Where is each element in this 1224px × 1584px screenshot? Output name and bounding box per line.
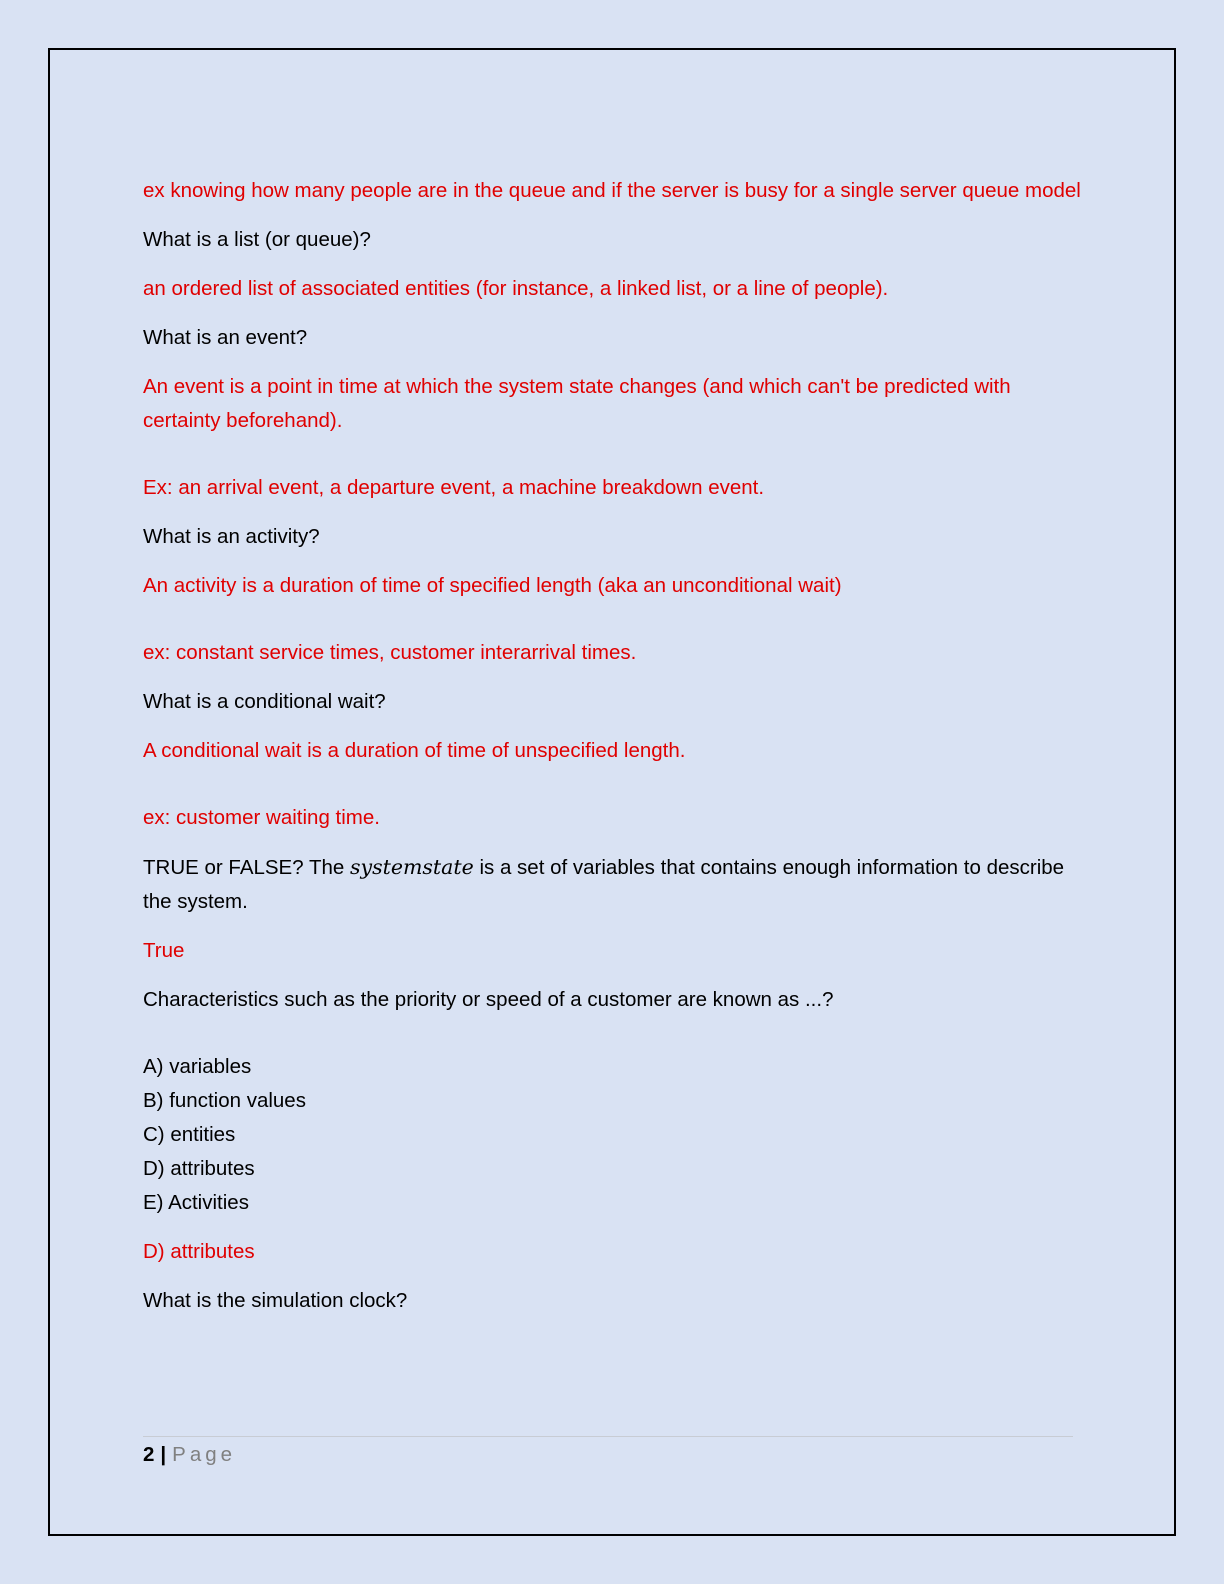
- multiple-choice-question: Characteristics such as the priority or speed of a customer are known as ...?: [143, 988, 834, 1011]
- true-false-question: [143, 850, 1083, 919]
- tf-suffix: is a set of variables that contains enough information to describe the system.: [143, 856, 1065, 913]
- question-text: What is an event?: [143, 326, 308, 349]
- page-label: Page: [172, 1443, 237, 1466]
- choice-e: E) Activities: [143, 1191, 249, 1214]
- document-content: [143, 174, 1083, 1333]
- answer-example: Ex: an arrival event, a departure event, a machine breakdown event.: [143, 476, 765, 499]
- choice-a: A) variables: [143, 1055, 252, 1078]
- answer-text: ex knowing how many people are in the queue and if the server is busy for a single server queue model: [143, 179, 1081, 202]
- choice-d: D) attributes: [143, 1157, 255, 1180]
- multiple-choice-answer: D) attributes: [143, 1240, 255, 1263]
- page-footer: [143, 1438, 236, 1472]
- true-false-answer: True: [143, 939, 185, 962]
- footer-divider: [143, 1436, 1073, 1437]
- page-number: 2: [143, 1443, 155, 1466]
- answer-example: ex: customer waiting time.: [143, 806, 380, 829]
- tf-math-term: systemstate: [349, 855, 474, 879]
- question-text: What is the simulation clock?: [143, 1289, 408, 1312]
- choice-c: C) entities: [143, 1123, 236, 1146]
- answer-text: an ordered list of associated entities (for instance, a linked list, or a line of people).: [143, 277, 889, 300]
- tf-prefix: TRUE or FALSE? The: [143, 856, 350, 879]
- choice-b: B) function values: [143, 1089, 306, 1112]
- question-text: What is a list (or queue)?: [143, 228, 371, 251]
- choice-list: [143, 1050, 1083, 1220]
- answer-text: An activity is a duration of time of specified length (aka an unconditional wait): [143, 574, 842, 597]
- footer-separator: |: [160, 1443, 167, 1466]
- answer-text: An event is a point in time at which the system state changes (and which can't be predicted with certainty beforehand).: [143, 375, 1011, 432]
- answer-example: ex: constant service times, customer interarrival times.: [143, 641, 637, 664]
- question-text: What is a conditional wait?: [143, 690, 386, 713]
- question-text: What is an activity?: [143, 525, 320, 548]
- answer-text: A conditional wait is a duration of time of unspecified length.: [143, 739, 686, 762]
